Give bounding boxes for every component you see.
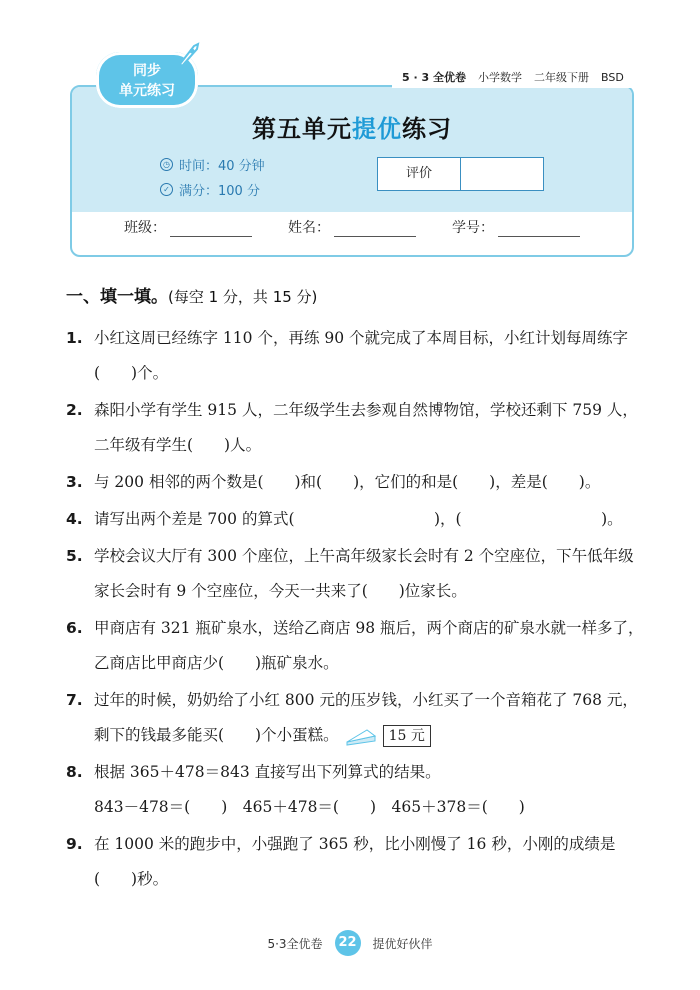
badge-line1: 同步	[133, 63, 161, 79]
cake-icon	[345, 726, 379, 746]
header-card	[70, 85, 634, 257]
rocket-icon	[170, 40, 204, 74]
class-field[interactable]	[170, 222, 252, 237]
evaluation-field[interactable]	[461, 158, 543, 190]
question-8-equations: 843－478＝( ) 465＋478＝( ) 465＋378＝( )	[94, 798, 525, 816]
question-8: 8. 根据 365＋478＝843 直接写出下列算式的结果。 843－478＝( ) 465＋478＝( ) 465＋378＝( )	[66, 763, 525, 816]
name-label: 姓名：	[288, 220, 330, 236]
question-5: 5. 学校会议大厅有 300 个座位，上午高年级家长会时有 2 个空座位，下午低年级家长会时有 9 个空座位，今天一共来了( )位家长。	[66, 547, 634, 600]
section-heading	[66, 282, 646, 307]
question-2: 2. 森阳小学有学生 915 人，二年级学生去参观自然博物馆，学校还剩下 759 人，二年级有学生( )人。	[66, 401, 638, 454]
evaluation-box	[377, 157, 544, 191]
badge-line2: 单元练习	[119, 83, 175, 99]
name-field[interactable]	[334, 222, 416, 237]
question-3: 3. 与 200 相邻的两个数是( )和( )，它们的和是( )，差是( )。	[66, 473, 601, 491]
exercise-content	[66, 282, 646, 899]
page-title: 第五单元提优练习	[252, 114, 452, 143]
question-7: 7. 过年的时候，奶奶给了小红 800 元的压岁钱，小红买了一个音箱花了 768 元，剩下的钱最多能买( )个小蛋糕。 15 元	[66, 683, 646, 753]
question-1: 1. 小红这周已经练字 110 个，再练 90 个就完成了本周目标，小红计划每周练字( )个。	[66, 329, 629, 382]
check-icon: ✓	[160, 183, 173, 196]
question-9: 9. 在 1000 米的跑步中，小强跑了 365 秒，比小刚慢了 16 秒，小刚的成绩是( )秒。	[66, 835, 616, 888]
cake-price: 15 元	[383, 725, 431, 747]
page-footer	[0, 930, 700, 956]
evaluation-label: 评价	[378, 158, 461, 190]
clock-icon: ◷	[160, 158, 173, 171]
series-edition: BSD	[600, 70, 624, 84]
section-note: (每空 1 分，共 15 分)	[168, 288, 318, 306]
student-info-row	[72, 217, 632, 237]
question-6: 6. 甲商店有 321 瓶矿泉水，送给乙商店 98 瓶后，两个商店的矿泉水就一样多了，乙商店比甲商店少( )瓶矿泉水。	[66, 619, 644, 672]
time-info: ◷ 时间：40 分钟	[160, 155, 265, 174]
series-info	[392, 66, 632, 88]
id-label: 学号：	[452, 220, 494, 236]
series-brand: 5 · 3 全优卷	[402, 71, 466, 84]
section-title: 一、填一填。	[66, 287, 168, 307]
score-info: ✓ 满分：100 分	[160, 180, 260, 199]
question-4: 4. 请写出两个差是 700 的算式( )，( )。	[66, 510, 623, 528]
class-label: 班级：	[124, 220, 166, 236]
series-subject: 小学数学	[477, 71, 522, 84]
series-grade: 二年级下册	[533, 71, 589, 84]
page-number: 22	[335, 930, 361, 956]
id-field[interactable]	[498, 222, 580, 237]
footer-brand: 5·3全优卷	[267, 936, 323, 951]
footer-slogan: 提优好伙伴	[372, 936, 433, 951]
